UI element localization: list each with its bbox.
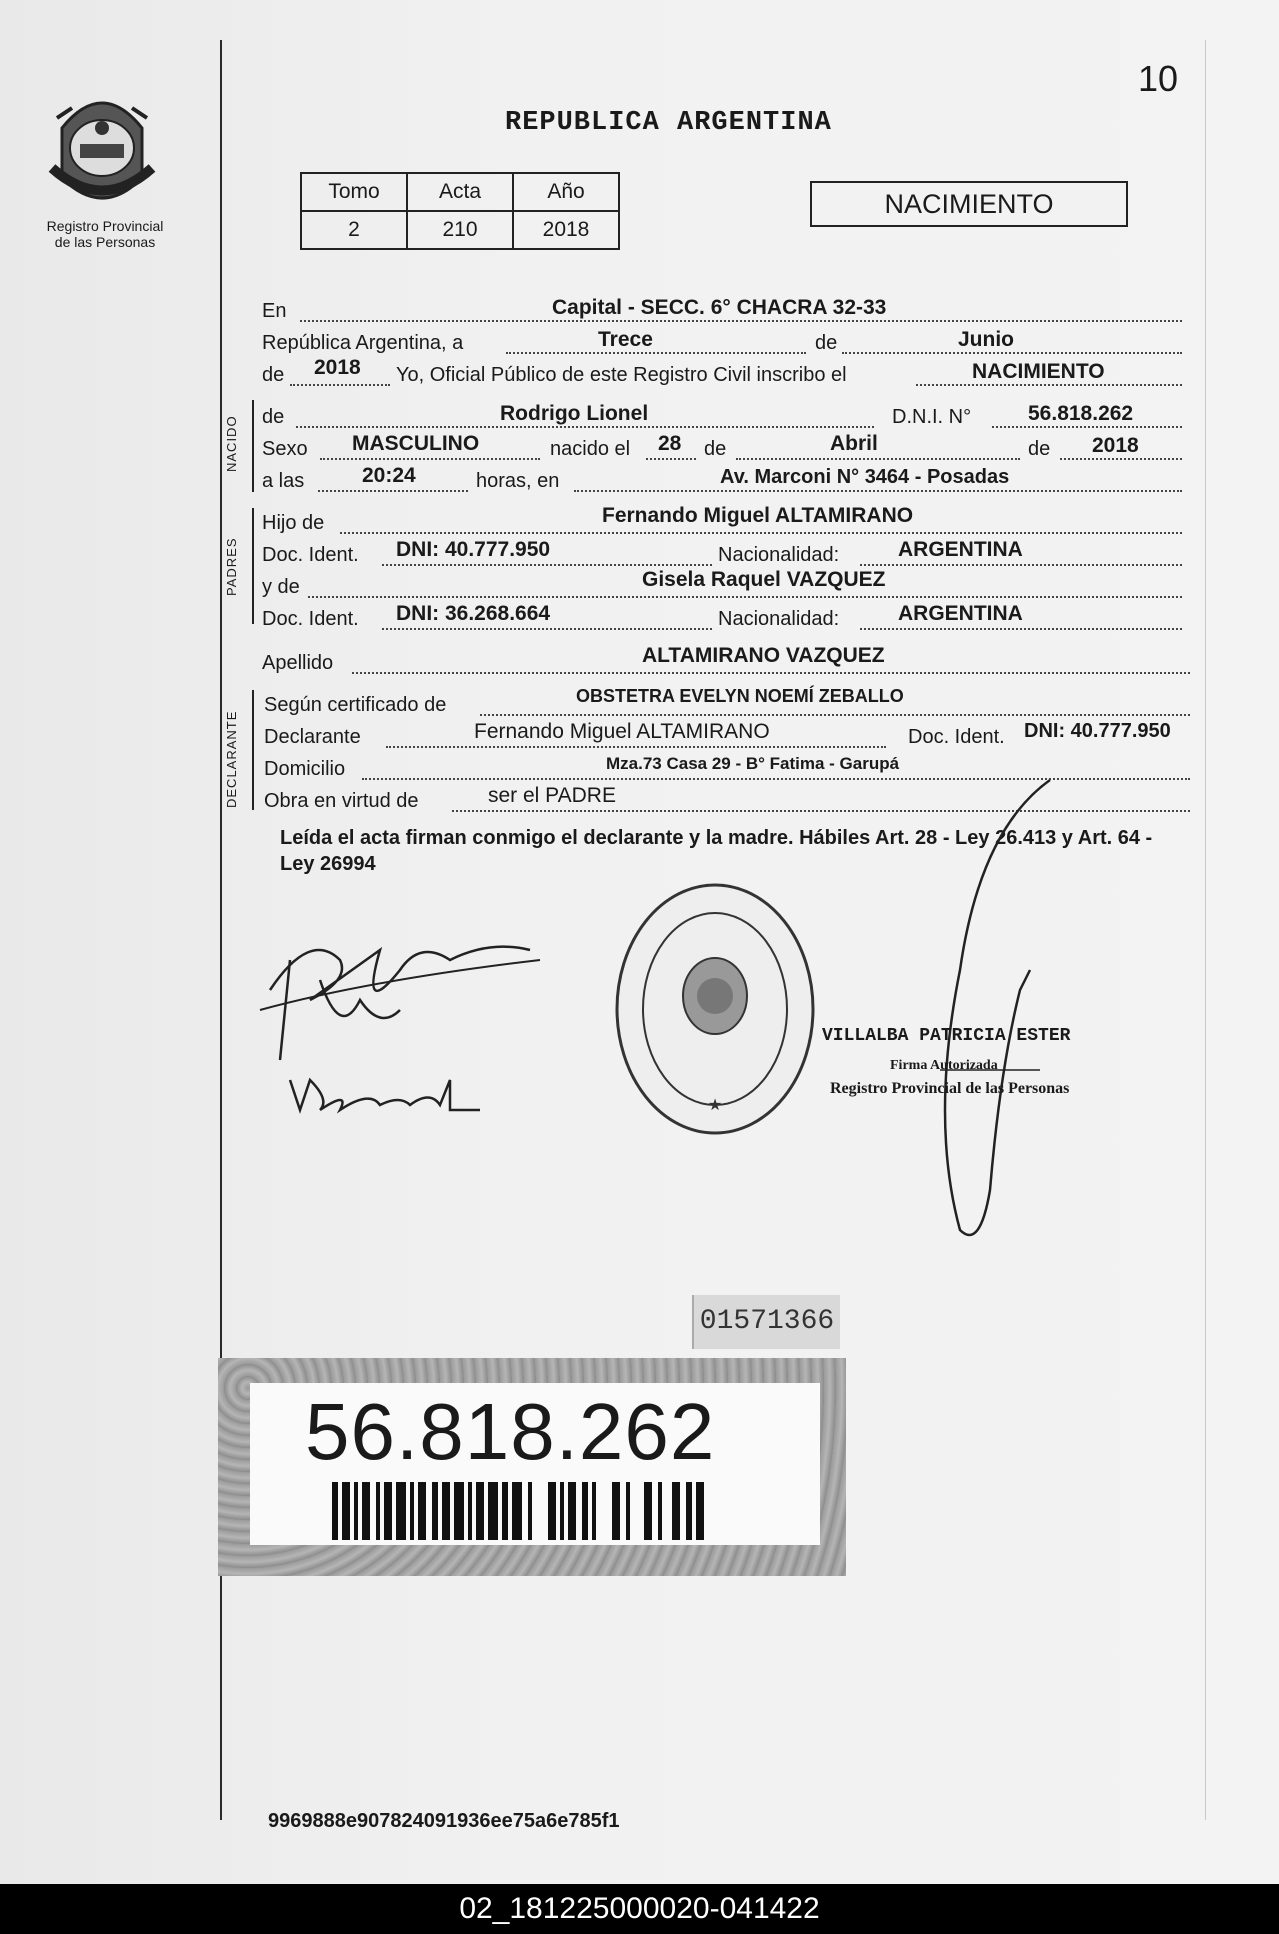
dni-label: D.N.I. N° [892, 406, 972, 428]
de-label: de [815, 332, 838, 354]
registry-table-value-row [301, 211, 619, 249]
doc-ident-label: Doc. Ident. [262, 608, 359, 630]
dotted-line [842, 352, 1182, 354]
birth-time: 20:24 [362, 464, 416, 487]
declarante-label: Declarante [264, 726, 361, 748]
footer-id: 02_181225000020-041422 [0, 1884, 1279, 1934]
declarante-section-bracket [252, 690, 254, 810]
oficial-text: Yo, Oficial Público de este Registro Civil inscribo el [396, 364, 847, 386]
padres-section-label: PADRES [224, 537, 239, 596]
de-label: de [704, 438, 727, 460]
de2-label: de [262, 364, 285, 386]
dotted-line [386, 746, 886, 748]
official-org: Registro Provincial de las Personas [830, 1080, 1070, 1097]
dotted-line [352, 672, 1190, 674]
logo-caption-line2: de las Personas [54, 234, 156, 250]
apellido-value: ALTAMIRANO VAZQUEZ [642, 644, 885, 667]
dotted-line [308, 596, 1182, 598]
provincial-seal-icon [42, 88, 162, 218]
document-hash: 9969888e907824091936ee75a6e785f1 [268, 1810, 620, 1832]
dotted-line [382, 564, 712, 566]
barcode-icon [332, 1482, 704, 1540]
dotted-line [300, 320, 1182, 322]
dotted-line [320, 458, 540, 460]
apellido-label: Apellido [262, 652, 334, 674]
obra-label: Obra en virtud de [264, 790, 419, 812]
father-doc: DNI: 40.777.950 [396, 538, 551, 561]
dotted-line [382, 628, 712, 630]
dotted-line [1060, 458, 1182, 460]
dotted-line [480, 714, 1190, 716]
certificado-label: Según certificado de [264, 694, 447, 716]
registry-table [300, 172, 620, 250]
right-margin-line [1205, 40, 1206, 1820]
dotted-line [916, 384, 1182, 386]
dotted-line [860, 628, 1182, 630]
sexo-value: MASCULINO [352, 432, 480, 455]
nacionalidad-label: Nacionalidad: [718, 608, 840, 630]
republica-label: República Argentina, a [262, 332, 464, 354]
nacido-el-label: nacido el [550, 438, 631, 460]
obra-value: ser el PADRE [488, 784, 616, 807]
nacido-section-label: NACIDO [224, 415, 239, 472]
birth-month: Abril [830, 432, 878, 455]
official-name: VILLALBA PATRICIA ESTER [822, 1026, 1071, 1046]
dotted-line [296, 426, 874, 428]
padres-section-bracket [252, 508, 254, 624]
father-nationality: ARGENTINA [898, 538, 1023, 561]
dotted-line [860, 564, 1182, 566]
declarante-section-label: DECLARANTE [224, 710, 239, 808]
official-signature [900, 770, 1080, 1270]
ano-header: Año [513, 173, 619, 211]
dotted-line [736, 458, 1020, 460]
page-number: 10 [1138, 58, 1179, 99]
dotted-line [646, 458, 696, 460]
yde-label: y de [262, 576, 300, 598]
document-title: REPUBLICA ARGENTINA [505, 108, 832, 138]
de-label: de [1028, 438, 1051, 460]
dotted-line [340, 532, 1182, 534]
birth-place: Av. Marconi N° 3464 - Posadas [720, 466, 1010, 488]
nacido-section-bracket [252, 400, 254, 492]
certificado-value: OBSTETRA EVELYN NOEMÍ ZEBALLO [576, 686, 904, 706]
dotted-line [574, 490, 1182, 492]
tomo-header: Tomo [301, 173, 407, 211]
domicilio-label: Domicilio [264, 758, 346, 780]
nacionalidad-label: Nacionalidad: [718, 544, 840, 566]
year-value: 2018 [314, 356, 361, 379]
newborn-dni: 56.818.262 [1028, 402, 1134, 425]
tomo-value: 2 [301, 211, 407, 249]
closing-paragraph: Leída el acta firman conmigo el declarante y la madre. Hábiles Art. 28 - Ley 26.413 y Art. 64 - Ley 26994 [280, 827, 1153, 875]
act-type-box: NACIMIENTO [810, 181, 1128, 227]
doc-ident-label: Doc. Ident. [908, 726, 1005, 748]
official-seal-stamp [612, 878, 818, 1140]
ano-value: 2018 [513, 211, 619, 249]
acta-header: Acta [407, 173, 513, 211]
horas-label: horas, en [476, 470, 560, 492]
alas-label: a las [262, 470, 305, 492]
dni-label-number: 56.818.262 [305, 1387, 716, 1476]
month-value: Junio [958, 328, 1014, 351]
de-label: de [262, 406, 285, 428]
mother-name: Gisela Raquel VAZQUEZ [642, 568, 886, 591]
birth-day: 28 [658, 432, 682, 455]
mother-nationality: ARGENTINA [898, 602, 1023, 625]
mother-doc: DNI: 36.268.664 [396, 602, 551, 625]
declarante-doc: DNI: 40.777.950 [1024, 720, 1171, 742]
dotted-line [290, 384, 390, 386]
declarant-signature [250, 900, 550, 1120]
logo-caption-line1: Registro Provincial [46, 218, 164, 234]
dotted-line [318, 490, 468, 492]
logo-caption [20, 218, 190, 250]
domicilio-value: Mza.73 Casa 29 - B° Fatima - Garupá [606, 754, 900, 773]
doc-ident-label: Doc. Ident. [262, 544, 359, 566]
newborn-name: Rodrigo Lionel [500, 402, 649, 425]
dotted-line [992, 426, 1182, 428]
declarante-name: Fernando Miguel ALTAMIRANO [474, 720, 770, 743]
official-role: Firma Autorizada [890, 1058, 998, 1073]
dotted-line [506, 352, 806, 354]
acta-value: 210 [407, 211, 513, 249]
registers-value: NACIMIENTO [972, 360, 1105, 383]
place-value: Capital - SECC. 6° CHACRA 32-33 [552, 296, 887, 319]
registry-table-header-row [301, 173, 619, 211]
sexo-label: Sexo [262, 438, 308, 460]
serial-stamp: 01571366 [692, 1295, 840, 1349]
birth-year: 2018 [1092, 434, 1139, 457]
father-name: Fernando Miguel ALTAMIRANO [602, 504, 914, 527]
svg-text:★: ★ [707, 1097, 723, 1114]
en-label: En [262, 300, 287, 322]
hijo-label: Hijo de [262, 512, 325, 534]
day-value: Trece [598, 328, 653, 351]
